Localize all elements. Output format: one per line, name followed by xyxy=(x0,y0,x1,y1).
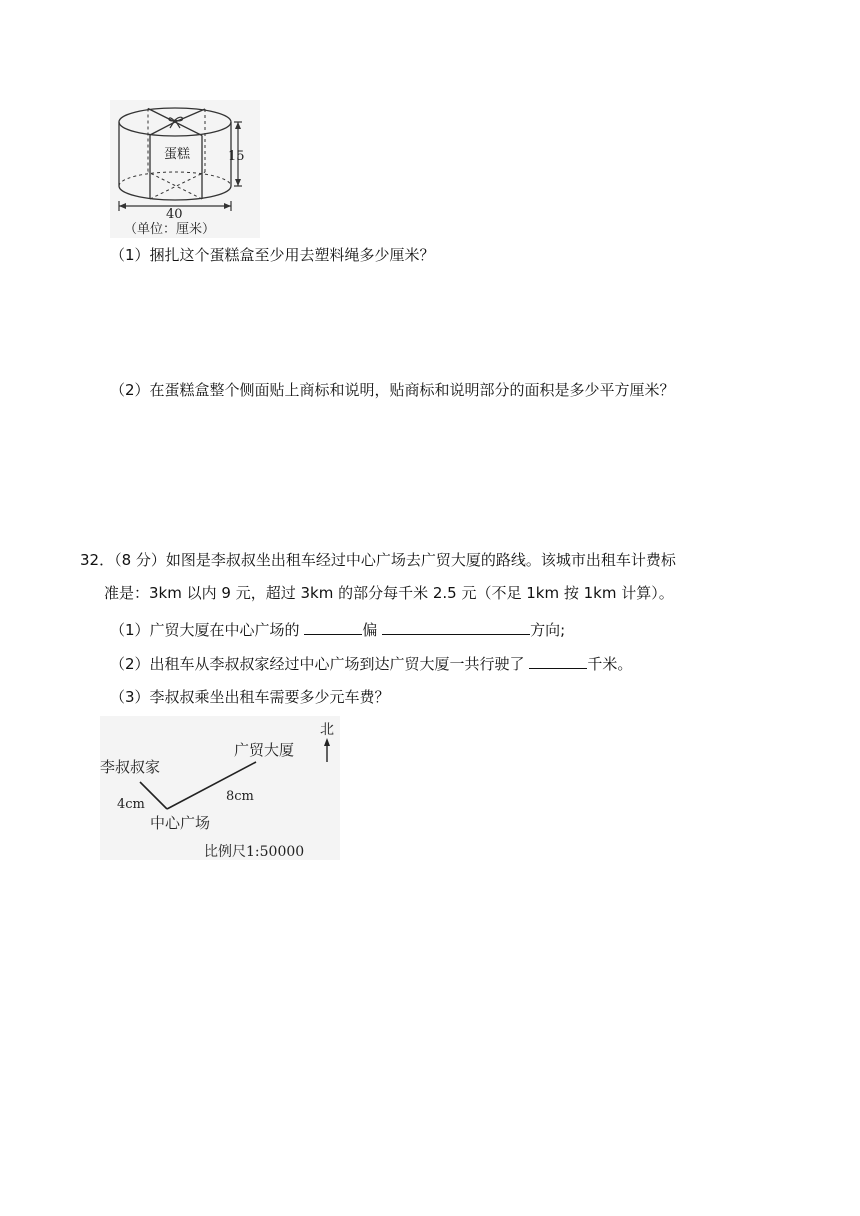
q32-part1-text-a: （1）广贸大厦在中心广场的 xyxy=(110,621,300,639)
q32-stem-text: （8 分）如图是李叔叔坐出租车经过中心广场去广贸大厦的路线。该城市出租车计费标 xyxy=(114,551,676,569)
q32-part2-text-a: （2）出租车从李叔叔家经过中心广场到达广贸大厦一共行驶了 xyxy=(110,655,525,673)
question-number: 32． xyxy=(80,551,115,569)
q32-part3: （3）李叔叔乘坐出租车需要多少元车费？ xyxy=(110,688,390,706)
scale-label: 比例尺1:50000 xyxy=(204,844,305,860)
q32-part2 xyxy=(110,652,632,674)
q32-part2-text-b: 千米。 xyxy=(587,655,633,673)
cake-box-figure xyxy=(110,100,260,238)
answer-blank-distance[interactable] xyxy=(529,652,587,669)
cake-label: 蛋糕 xyxy=(164,147,191,162)
diameter-label: 40 xyxy=(166,207,183,222)
answer-blank-direction-2[interactable] xyxy=(382,618,530,635)
segment-2-length: 8cm xyxy=(226,789,254,804)
q32-part1-text-c: 方向; xyxy=(530,621,566,639)
home-label: 李叔叔家 xyxy=(100,758,161,776)
mall-label: 广贸大厦 xyxy=(234,741,295,759)
q32-part1 xyxy=(110,618,565,640)
center-label: 中心广场 xyxy=(150,814,211,832)
route-map-figure xyxy=(100,716,340,860)
height-label: 15 xyxy=(228,149,245,164)
q32-part1-text-b: 偏 xyxy=(362,621,378,639)
north-label: 北 xyxy=(320,722,334,738)
answer-blank-direction-1[interactable] xyxy=(304,618,362,635)
unit-label: （单位：厘米） xyxy=(124,222,216,237)
q32-stem-line1 xyxy=(80,550,676,570)
q31-part1: （1）捆扎这个蛋糕盒至少用去塑料绳多少厘米？ xyxy=(110,246,435,264)
segment-1-length: 4cm xyxy=(117,797,145,812)
q32-stem-line2: 准是：3km 以内 9 元，超过 3km 的部分每千米 2.5 元（不足 1km 按 1km 计算）。 xyxy=(104,584,674,602)
q31-part2: （2）在蛋糕盒整个侧面贴上商标和说明，贴商标和说明部分的面积是多少平方厘米？ xyxy=(110,381,675,399)
